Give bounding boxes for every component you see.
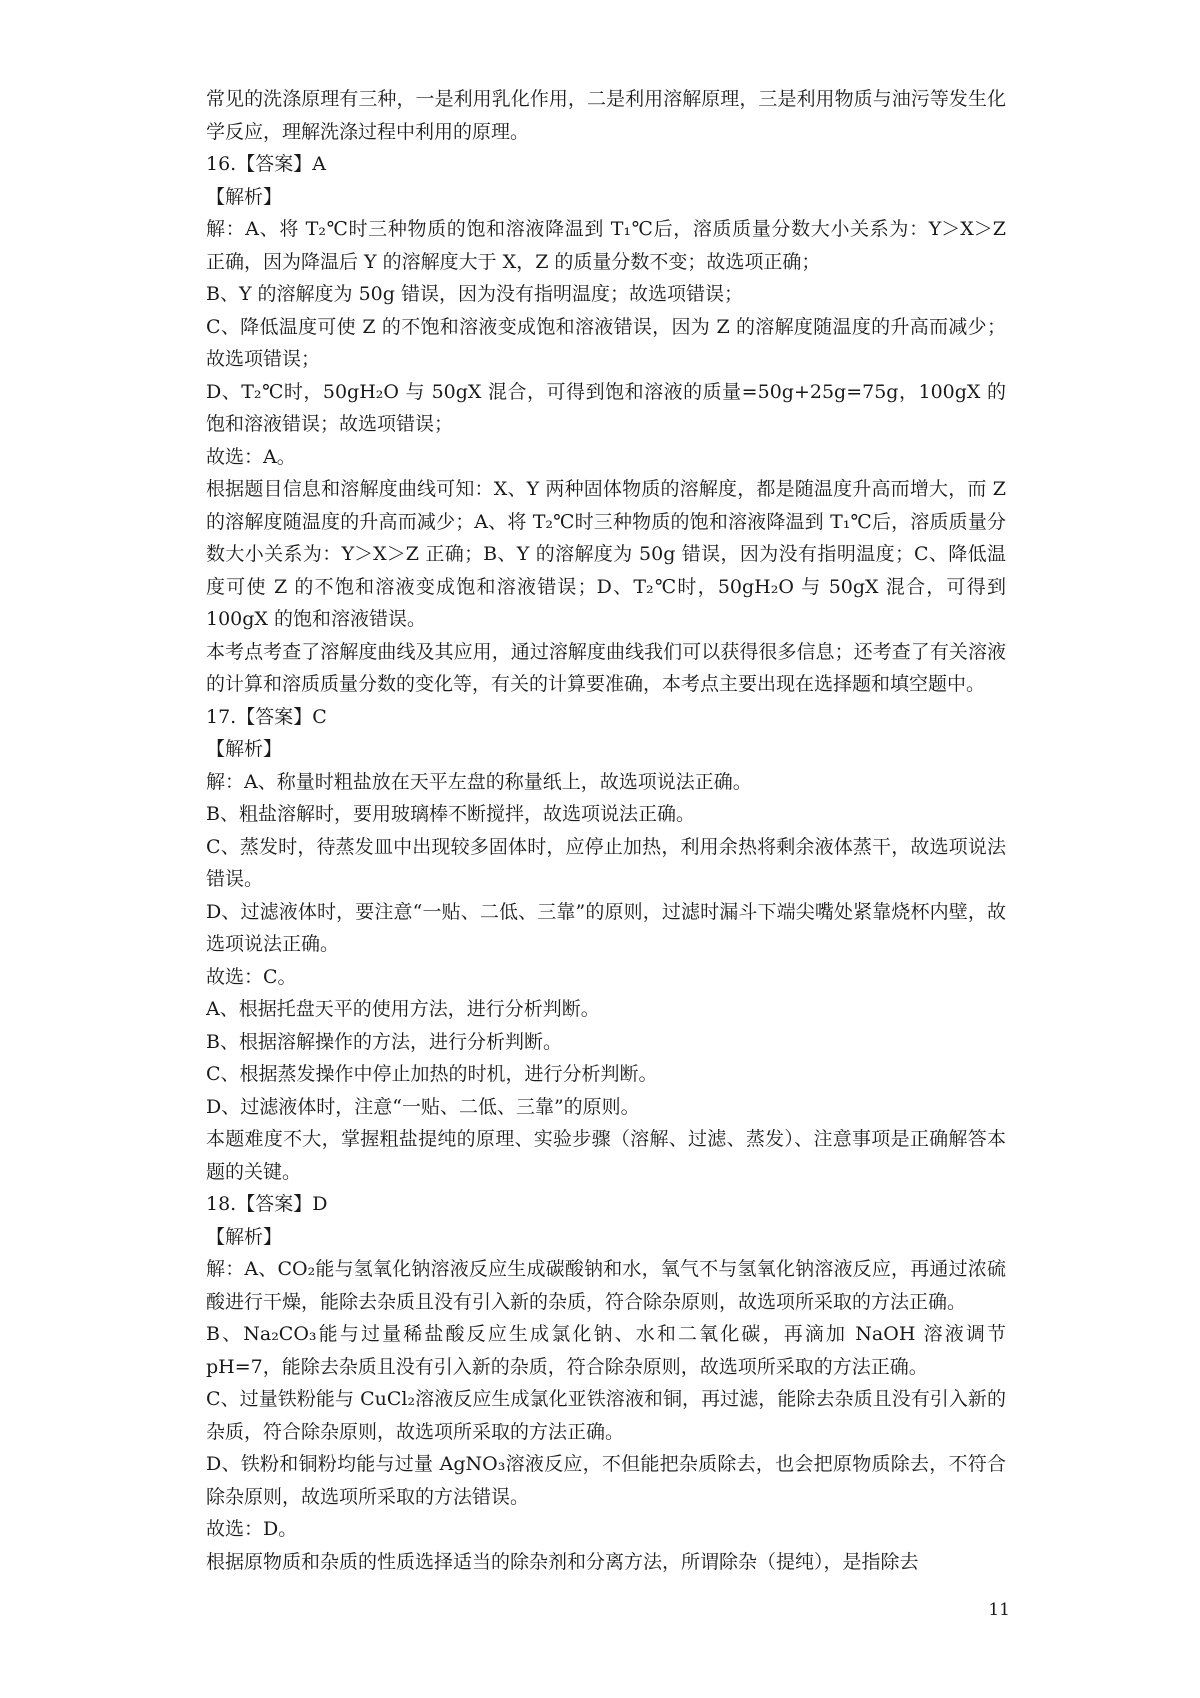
paragraph: 故选：C。 [206,965,297,988]
paragraph: 根据题目信息和溶解度曲线可知：X、Y 两种固体物质的溶解度，都是随温度升高而增大，而 Z 的溶解度随温度的升高而减少；A、将 T₂℃时三种物质的饱和溶液降温到 T₁℃后，溶质质量分数大小关系为：Y＞X＞Z 正确；B、Y 的溶解度为 50g 错误，因为没有指明温度；C、降低温度可使 Z 的不饱和溶液变成饱和溶液错误；D、T₂℃时，50gH₂O 与 50gX 混合，可得到 100gX 的饱和溶液错误。 [206,478,1006,630]
answer-heading-17: 17.【答案】C [206,705,327,728]
paragraph: 本题难度不大，掌握粗盐提纯的原理、实验步骤（溶解、过滤、蒸发）、注意事项是正确解答本题的关键。 [206,1128,1006,1183]
analysis-heading: 【解析】 [206,738,283,760]
paragraph: D、T₂℃时，50gH₂O 与 50gX 混合，可得到饱和溶液的质量=50g+25g=75g，100gX 的饱和溶液错误；故选项错误； [206,380,1006,435]
paragraph: 本考点考查了溶解度曲线及其应用，通过溶解度曲线我们可以获得很多信息；还考查了有关溶液的计算和溶质质量分数的变化等，有关的计算要准确，本考点主要出现在选择题和填空题中。 [206,640,1006,695]
paragraph: C、降低温度可使 Z 的不饱和溶液变成饱和溶液错误，因为 Z 的溶解度随温度的升高而减少；故选项错误； [206,315,1006,370]
paragraph: 解：A、将 T₂℃时三种物质的饱和溶液降温到 T₁℃后，溶质质量分数大小关系为：Y＞X＞Z 正确，因为降温后 Y 的溶解度大于 X，Z 的质量分数不变；故选项正确； [206,218,1006,273]
paragraph: A、根据托盘天平的使用方法，进行分析判断。 [206,998,600,1020]
analysis-heading: 【解析】 [206,185,283,208]
answer-heading-16: 16.【答案】A [206,153,326,175]
paragraph: B、粗盐溶解时，要用玻璃棒不断搅拌，故选项说法正确。 [206,803,695,825]
paragraph: 解：A、CO₂能与氢氧化钠溶液反应生成碳酸钠和水，氧气不与氢氧化钠溶液反应，再通过浓硫酸进行干燥，能除去杂质且没有引入新的杂质，符合除杂原则，故选项所采取的方法正确。 [206,1258,1006,1313]
paragraph: B、根据溶解操作的方法，进行分析判断。 [206,1030,562,1053]
paragraph: C、过量铁粉能与 CuCl₂溶液反应生成氯化亚铁溶液和铜，再过滤，能除去杂质且没有引入新的杂质，符合除杂原则，故选项所采取的方法正确。 [206,1388,1006,1443]
paragraph: 故选：D。 [206,1518,298,1540]
paragraph: D、过滤液体时，要注意“一贴、二低、三靠”的原则，过滤时漏斗下端尖嘴处紧靠烧杯内壁，故选项说法正确。 [206,900,1006,955]
paragraph: C、蒸发时，待蒸发皿中出现较多固体时，应停止加热，利用余热将剩余液体蒸干，故选项说法错误。 [206,835,1006,890]
paragraph: B、Na₂CO₃能与过量稀盐酸反应生成氯化钠、水和二氧化碳，再滴加 NaOH 溶液调节 pH=7，能除去杂质且没有引入新的杂质，符合除杂原则，故选项所采取的方法正确。 [206,1323,1006,1378]
page-number: 11 [988,1600,1010,1620]
paragraph: C、根据蒸发操作中停止加热的时机，进行分析判断。 [206,1063,658,1085]
document-body [206,83,1006,1578]
paragraph: 故选：A。 [206,445,296,468]
paragraph: B、Y 的溶解度为 50g 错误，因为没有指明温度；故选项错误； [206,283,743,305]
paragraph: D、铁粉和铜粉均能与过量 AgNO₃溶液反应，不但能把杂质除去，也会把原物质除去，不符合除杂原则，故选项所采取的方法错误。 [206,1453,1006,1508]
answer-heading-18: 18.【答案】D [206,1193,328,1215]
paragraph: 根据原物质和杂质的性质选择适当的除杂剂和分离方法，所谓除杂（提纯），是指除去 [206,1550,919,1573]
analysis-heading: 【解析】 [206,1225,283,1248]
paragraph: 解：A、称量时粗盐放在天平左盘的称量纸上，故选项说法正确。 [206,770,752,793]
paragraph: 常见的洗涤原理有三种，一是利用乳化作用，二是利用溶解原理，三是利用物质与油污等发生化学反应，理解洗涤过程中利用的原理。 [206,88,1006,143]
paragraph: D、过滤液体时，注意“一贴、二低、三靠”的原则。 [206,1095,640,1118]
